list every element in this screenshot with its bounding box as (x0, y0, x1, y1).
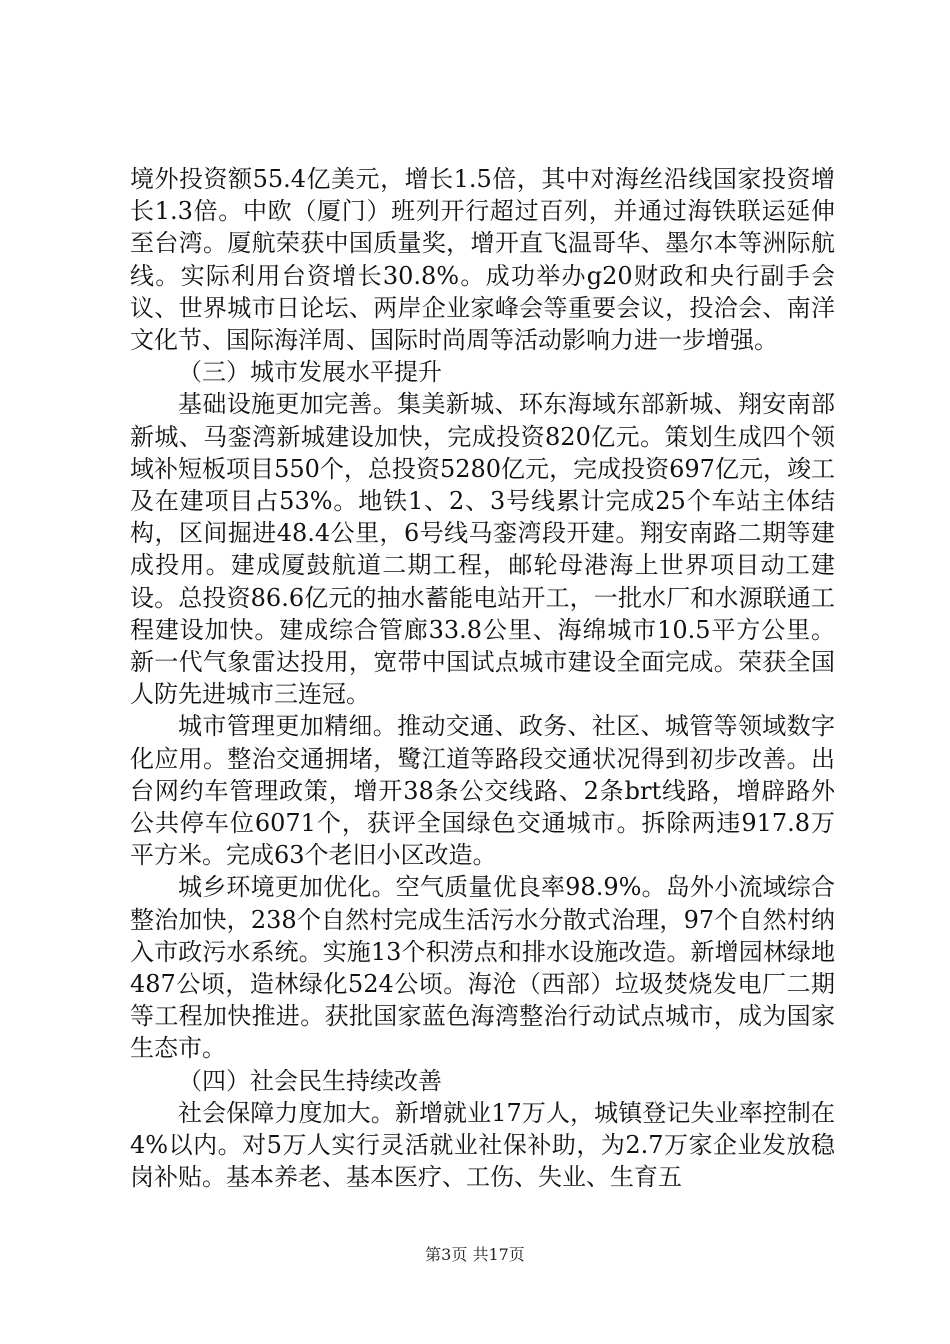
document-body (130, 163, 835, 1194)
paragraph-infrastructure: 基础设施更加完善。集美新城、环东海域东部新城、翔安南部新城、马銮湾新城建设加快，完成投资820亿元。策划生成四个领域补短板项目550个，总投资5280亿元，完成投资697亿元，竣工及在建项目占53%。地铁1、2、3号线累计完成25个车站主体结构，区间掘进48.4公里，6号线马銮湾段开建。翔安南路二期等建成投用。建成厦鼓航道二期工程，邮轮母港海上世界项目动工建设。总投资86.6亿元的抽水蓄能电站开工，一批水厂和水源联通工程建设加快。建成综合管廊33.8公里、海绵城市10.5平方公里。新一代气象雷达投用，宽带中国试点城市建设全面完成。荣获全国人防先进城市三连冠。 (130, 390, 835, 709)
paragraph-environment: 城乡环境更加优化。空气质量优良率98.9%。岛外小流域综合整治加快，238个自然村完成生活污水分散式治理，97个自然村纳入市政污水系统。实施13个积涝点和排水设施改造。新增园林绿地487公顷，造林绿化524公顷。海沧（西部）垃圾焚烧发电厂二期等工程加快推进。获批国家蓝色海湾整治行动试点城市，成为国家生态市。 (130, 873, 835, 1063)
page-footer: 第3页 共17页 (425, 1245, 525, 1264)
paragraph-urban-management: 城市管理更加精细。推动交通、政务、社区、城管等领域数字化应用。整治交通拥堵，鹭江道等路段交通状况得到初步改善。出台网约车管理政策，增开38条公交线路、2条brt线路，增辟路外公共停车位6071个，获评全国绿色交通城市。拆除两违917.8万平方米。完成63个老旧小区改造。 (130, 712, 835, 870)
section-heading-urban-development: （三）城市发展水平提升 (178, 358, 442, 387)
section-heading-livelihood: （四）社会民生持续改善 (178, 1066, 442, 1095)
paragraph-investment: 境外投资额55.4亿美元，增长1.5倍，其中对海丝沿线国家投资增长1.3倍。中欧（厦门）班列开行超过百列，并通过海铁联运延伸至台湾。厦航荣获中国质量奖，增开直飞温哥华、墨尔本等洲际航线。实际利用台资增长30.8%。成功举办g20财政和央行副手会议、世界城市日论坛、两岸企业家峰会等重要会议，投洽会、南洋文化节、国际海洋周、国际时尚周等活动影响力进一步增强。 (130, 165, 835, 355)
paragraph-social-security: 社会保障力度加大。新增就业17万人，城镇登记失业率控制在4%以内。对5万人实行灵活就业社保补助，为2.7万家企业发放稳岗补贴。基本养老、基本医疗、工伤、失业、生育五 (130, 1098, 835, 1192)
